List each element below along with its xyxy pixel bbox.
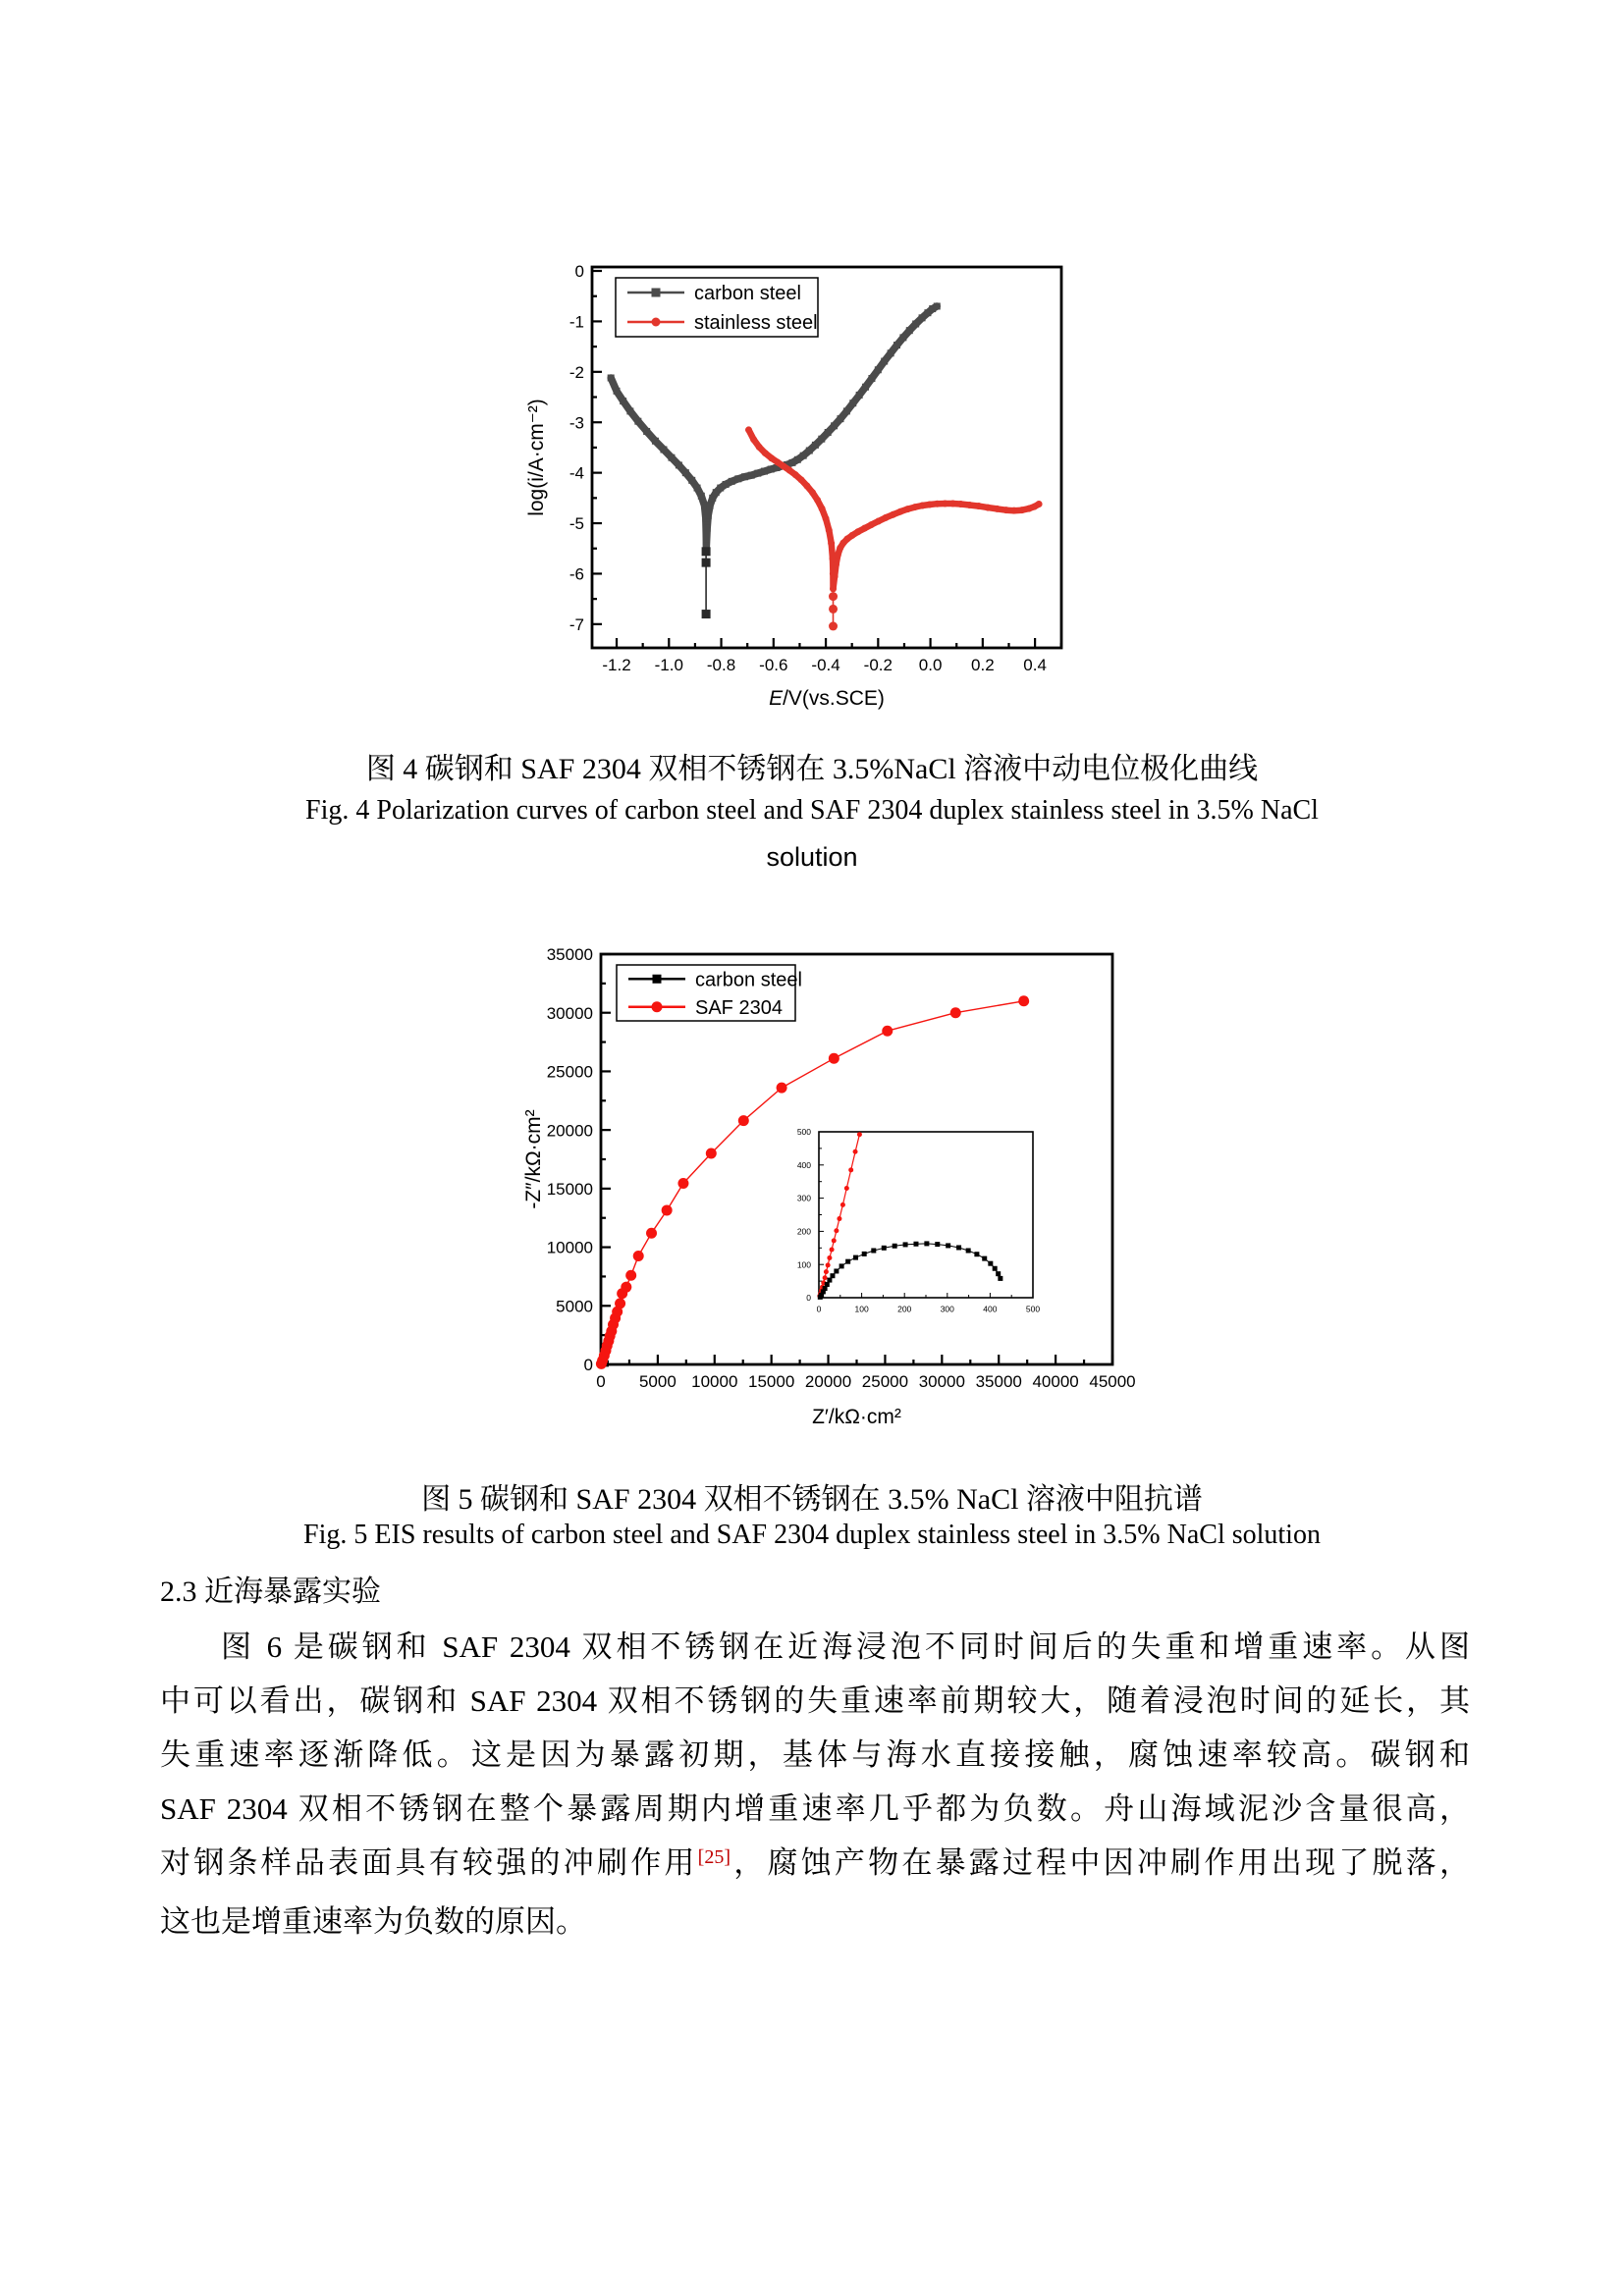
svg-text:5000: 5000 bbox=[556, 1297, 593, 1316]
figure4-caption-solution: solution bbox=[766, 842, 858, 872]
svg-text:25000: 25000 bbox=[861, 1372, 909, 1391]
svg-text:-1.2: -1.2 bbox=[602, 656, 631, 674]
svg-text:500: 500 bbox=[796, 1127, 811, 1138]
svg-text:15000: 15000 bbox=[748, 1372, 795, 1391]
svg-text:0: 0 bbox=[574, 262, 584, 282]
svg-text:0.0: 0.0 bbox=[918, 656, 943, 674]
svg-text:15000: 15000 bbox=[546, 1179, 593, 1199]
svg-text:30000: 30000 bbox=[546, 1003, 593, 1023]
paragraph-line: 失重速率逐渐降低。这是因为暴露初期，基体与海水直接接触，腐蚀速率较高。碳钢和 bbox=[160, 1737, 1470, 1772]
svg-text:20000: 20000 bbox=[804, 1372, 852, 1391]
svg-text:-Z″/kΩ·cm²: -Z″/kΩ·cm² bbox=[522, 1109, 545, 1209]
svg-text:200: 200 bbox=[796, 1226, 811, 1237]
svg-text:300: 300 bbox=[796, 1193, 811, 1203]
svg-text:-1: -1 bbox=[568, 312, 584, 332]
svg-text:40000: 40000 bbox=[1032, 1372, 1079, 1391]
svg-text:10000: 10000 bbox=[691, 1372, 738, 1391]
svg-text:-4: -4 bbox=[568, 463, 584, 483]
svg-text:30000: 30000 bbox=[918, 1372, 965, 1391]
svg-text:100: 100 bbox=[796, 1259, 811, 1270]
svg-text:-0.6: -0.6 bbox=[759, 656, 788, 674]
svg-text:100: 100 bbox=[854, 1304, 869, 1314]
paragraph-text: 对钢条样品表面具有较强的冲刷作用 bbox=[160, 1845, 698, 1880]
svg-text:10000: 10000 bbox=[546, 1238, 593, 1257]
figure4-caption-zh: 图 4 碳钢和 SAF 2304 双相不锈钢在 3.5%NaCl 溶液中动电位极化曲线 bbox=[365, 753, 1259, 785]
svg-text:-7: -7 bbox=[568, 614, 584, 634]
svg-text:E/V(vs.SCE): E/V(vs.SCE) bbox=[769, 687, 885, 710]
svg-text:-2: -2 bbox=[568, 362, 584, 382]
svg-text:45000: 45000 bbox=[1089, 1372, 1136, 1391]
svg-text:-5: -5 bbox=[568, 514, 584, 534]
svg-text:35000: 35000 bbox=[546, 945, 593, 965]
paragraph-line: 中可以看出，碳钢和 SAF 2304 双相不锈钢的失重速率前期较大，随着浸泡时间的延长，其 bbox=[160, 1683, 1470, 1718]
svg-text:Z′/kΩ·cm²: Z′/kΩ·cm² bbox=[812, 1406, 901, 1428]
figure5-caption-en: Fig. 5 EIS results of carbon steel and SAF 2304 duplex stainless steel in 3.5% NaCl solution bbox=[303, 1520, 1321, 1550]
paragraph-line: 图 6 是碳钢和 SAF 2304 双相不锈钢在近海浸泡不同时间后的失重和增重速率。从图 bbox=[221, 1629, 1470, 1664]
svg-text:400: 400 bbox=[796, 1159, 811, 1170]
svg-text:20000: 20000 bbox=[546, 1121, 593, 1141]
svg-text:200: 200 bbox=[897, 1304, 912, 1314]
svg-text:5000: 5000 bbox=[638, 1372, 677, 1391]
svg-text:-0.4: -0.4 bbox=[811, 656, 840, 674]
paragraph-line: SAF 2304 双相不锈钢在整个暴露周期内增重速率几乎都为负数。舟山海域泥沙含量很高， bbox=[160, 1791, 1470, 1826]
svg-text:0: 0 bbox=[816, 1304, 822, 1314]
svg-text:25000: 25000 bbox=[546, 1062, 593, 1082]
svg-text:log(i/A·cm⁻²): log(i/A·cm⁻²) bbox=[525, 399, 548, 516]
svg-text:0: 0 bbox=[596, 1372, 606, 1391]
svg-text:carbon steel: carbon steel bbox=[694, 283, 801, 304]
svg-text:300: 300 bbox=[940, 1304, 954, 1314]
svg-text:35000: 35000 bbox=[975, 1372, 1022, 1391]
svg-text:400: 400 bbox=[983, 1304, 998, 1314]
svg-text:0.2: 0.2 bbox=[971, 656, 995, 674]
svg-text:0: 0 bbox=[806, 1293, 811, 1304]
figure5-eis-chart bbox=[481, 923, 1188, 1472]
body-paragraph bbox=[160, 1620, 1470, 1949]
paragraph-line: 这也是增重速率为负数的原因。 bbox=[160, 1904, 586, 1939]
svg-text:SAF 2304: SAF 2304 bbox=[695, 996, 783, 1019]
svg-text:500: 500 bbox=[1025, 1304, 1041, 1314]
svg-text:-3: -3 bbox=[568, 413, 584, 433]
svg-text:0.4: 0.4 bbox=[1023, 656, 1047, 674]
citation-ref-25: [25] bbox=[697, 1846, 731, 1868]
svg-text:0: 0 bbox=[583, 1356, 593, 1375]
svg-text:-0.2: -0.2 bbox=[863, 656, 893, 674]
svg-text:carbon steel: carbon steel bbox=[695, 969, 802, 991]
svg-text:-6: -6 bbox=[568, 564, 584, 584]
svg-text:stainless steel: stainless steel bbox=[694, 312, 818, 334]
section-heading: 2.3 近海暴露实验 bbox=[160, 1575, 381, 1608]
svg-text:-1.0: -1.0 bbox=[654, 656, 683, 674]
figure4-caption-en: Fig. 4 Polarization curves of carbon steel and SAF 2304 duplex stainless steel in 3.5% NaCl bbox=[305, 795, 1319, 826]
paragraph-text: ，腐蚀产物在暴露过程中因冲刷作用出现了脱落， bbox=[730, 1845, 1471, 1880]
figure4-polarization-chart bbox=[511, 226, 1139, 736]
figure5-caption-zh: 图 5 碳钢和 SAF 2304 双相不锈钢在 3.5% NaCl 溶液中阻抗谱 bbox=[421, 1483, 1203, 1516]
paragraph-line-with-ref bbox=[160, 1836, 1470, 1895]
svg-text:-0.8: -0.8 bbox=[706, 656, 736, 674]
